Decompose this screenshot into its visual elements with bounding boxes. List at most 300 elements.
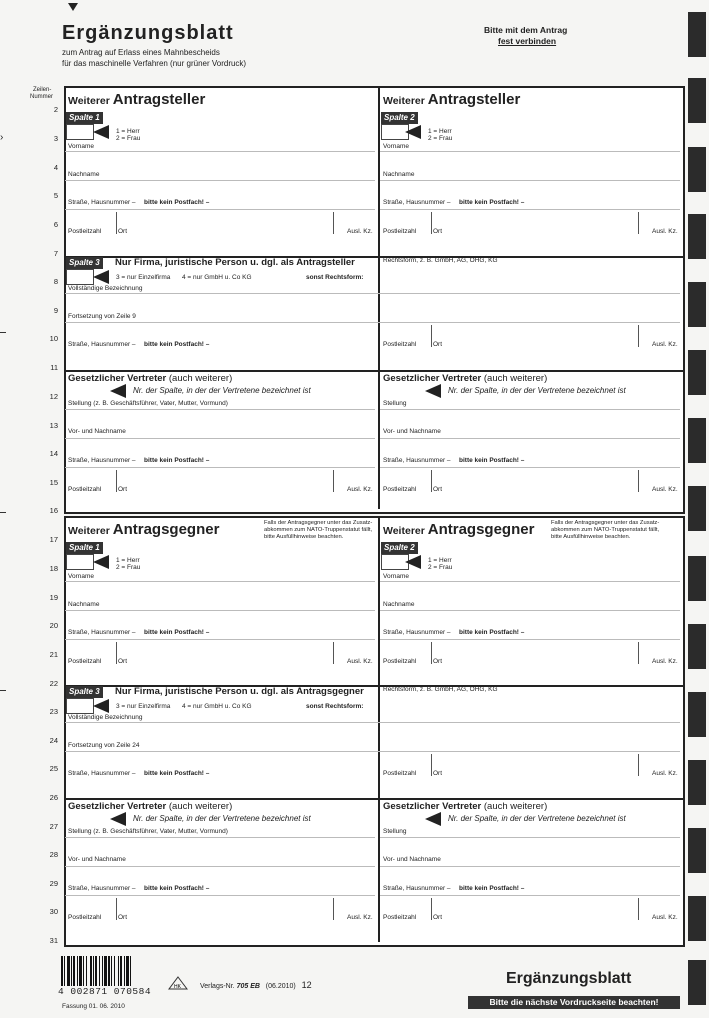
strasse-input[interactable] bbox=[383, 183, 680, 205]
rechtsform-code-input[interactable] bbox=[66, 269, 94, 285]
nachname-label: Nachname bbox=[383, 171, 415, 178]
field-divider bbox=[116, 898, 117, 920]
field-line bbox=[65, 610, 375, 611]
field-divider bbox=[116, 470, 117, 492]
gmbh-label: 4 = nur GmbH u. Co KG bbox=[182, 274, 252, 281]
scanner-mark bbox=[688, 418, 706, 463]
anrede-input[interactable] bbox=[66, 554, 94, 570]
strasse-input[interactable] bbox=[68, 613, 375, 635]
ort-label: Ort bbox=[118, 658, 128, 665]
gv-hint: Nr. der Spalte, in der der Vertretene bezeichnet ist bbox=[133, 386, 311, 395]
herr-label: 1 = Herr bbox=[428, 557, 452, 564]
barcode-bar bbox=[104, 956, 107, 986]
scanner-mark bbox=[688, 760, 706, 805]
field-line bbox=[380, 438, 680, 439]
fold-mark-icon: › bbox=[0, 132, 4, 143]
plz-label: Postleitzahl bbox=[383, 914, 417, 921]
row-number: 31 bbox=[49, 936, 58, 945]
barcode-bar bbox=[99, 956, 100, 986]
vor-nachname-label: Vor- und Nachname bbox=[68, 428, 126, 435]
zeilen-label: Zeilen- bbox=[33, 87, 52, 93]
plz-label: Postleitzahl bbox=[383, 228, 417, 235]
ort-input[interactable] bbox=[433, 210, 636, 232]
plz-label: Postleitzahl bbox=[68, 228, 102, 235]
postfach-label: bitte kein Postfach! – bbox=[144, 770, 210, 777]
barcode-bar bbox=[114, 956, 115, 986]
rechtsform-label: Rechtsform, z. B. GmbH, AG, OHG, KG bbox=[383, 257, 498, 264]
arrow-left-icon bbox=[110, 384, 126, 398]
herr-label: 1 = Herr bbox=[428, 128, 452, 135]
row-number: 24 bbox=[49, 736, 58, 745]
vorname-label: Vorname bbox=[68, 143, 95, 150]
postfach-label: bitte kein Postfach! – bbox=[144, 885, 210, 892]
ausl-kz-input[interactable] bbox=[335, 896, 373, 918]
scanner-mark bbox=[688, 960, 706, 1005]
barcode-bar bbox=[90, 956, 92, 986]
ort-input[interactable] bbox=[118, 896, 331, 918]
firma-fortsetzung-input[interactable] bbox=[68, 726, 678, 748]
gv-title: Gesetzlicher Vertreter bbox=[68, 373, 167, 384]
row-number: 4 bbox=[53, 163, 58, 172]
nachname-input[interactable] bbox=[68, 585, 375, 607]
verlag-date: (06.2010) bbox=[265, 983, 296, 990]
strasse-input[interactable] bbox=[68, 325, 375, 347]
ort-label: Ort bbox=[433, 770, 443, 777]
field-divider bbox=[116, 212, 117, 234]
plz-input[interactable] bbox=[383, 468, 429, 490]
row-number: 30 bbox=[49, 907, 58, 916]
publisher-logo-icon bbox=[168, 976, 188, 990]
fortsetzung-label: Fortsetzung von Zeile 9 bbox=[68, 313, 136, 320]
plz-label: Postleitzahl bbox=[68, 658, 102, 665]
page-title: Ergänzungsblatt bbox=[62, 22, 234, 44]
scanner-mark bbox=[688, 282, 706, 327]
vor-nachname-label: Vor- und Nachname bbox=[383, 428, 441, 435]
row-number: 26 bbox=[49, 793, 58, 802]
field-line bbox=[65, 409, 375, 410]
nato-line-1: Falls der Antragsgegner unter das Zusatz- bbox=[264, 520, 373, 526]
gesetzlicher-vertreter-heading bbox=[68, 373, 232, 384]
nato-line-2: abkommen zum NATO-Truppenstatut fällt, bbox=[264, 527, 373, 533]
row-number: 10 bbox=[49, 334, 58, 343]
einzelfirma-label: 3 = nur Einzelfirma bbox=[116, 703, 171, 710]
fold-line bbox=[0, 332, 6, 333]
plz-input[interactable] bbox=[383, 325, 429, 347]
barcode-bar bbox=[83, 956, 84, 986]
rechtsform-code-input[interactable] bbox=[66, 698, 94, 714]
antragsgegner-text: Antragsgegner bbox=[112, 521, 220, 538]
field-divider bbox=[431, 754, 432, 776]
field-line bbox=[65, 866, 375, 867]
plz-input[interactable] bbox=[383, 754, 429, 776]
ort-label: Ort bbox=[118, 914, 128, 921]
ausl-kz-input[interactable] bbox=[640, 468, 678, 490]
strasse-label: Straße, Hausnummer – bbox=[68, 885, 136, 892]
gesetzlicher-vertreter-heading bbox=[68, 801, 232, 812]
top-marker-icon bbox=[68, 3, 78, 11]
strasse-input[interactable] bbox=[383, 441, 680, 463]
barcode-bar bbox=[73, 956, 75, 986]
barcode bbox=[60, 956, 155, 986]
field-line bbox=[65, 581, 375, 582]
next-page-banner: Bitte die nächste Vordruckseite beachten! bbox=[468, 996, 680, 1009]
verlag-info bbox=[200, 980, 312, 990]
barcode-bar bbox=[95, 956, 97, 986]
nachname-label: Nachname bbox=[68, 601, 100, 608]
postfach-label: bitte kein Postfach! – bbox=[459, 629, 525, 636]
gv-hint: Nr. der Spalte, in der der Vertretene bezeichnet ist bbox=[448, 814, 626, 823]
barcode-bar bbox=[126, 956, 129, 986]
field-divider bbox=[431, 325, 432, 347]
ausl-kz-input[interactable] bbox=[640, 896, 678, 918]
scanner-mark bbox=[688, 78, 706, 123]
scanner-mark bbox=[688, 692, 706, 737]
strasse-input[interactable] bbox=[68, 441, 375, 463]
plz-label: Postleitzahl bbox=[68, 486, 102, 493]
subtitle-line-2: für das maschinelle Verfahren (nur grüner Vordruck) bbox=[62, 59, 247, 68]
row-number: 23 bbox=[49, 707, 58, 716]
plz-input[interactable] bbox=[383, 640, 429, 662]
barcode-bar bbox=[111, 956, 112, 986]
row-number: 27 bbox=[49, 822, 58, 831]
ort-input[interactable] bbox=[118, 468, 331, 490]
strasse-input[interactable] bbox=[68, 754, 375, 776]
postfach-label: bitte kein Postfach! – bbox=[459, 199, 525, 206]
fold-line bbox=[0, 512, 6, 513]
scanner-mark bbox=[688, 556, 706, 601]
strasse-label: Straße, Hausnummer – bbox=[68, 341, 136, 348]
sonst-label: sonst Rechtsform: bbox=[306, 703, 364, 710]
plz-label: Postleitzahl bbox=[383, 658, 417, 665]
ort-label: Ort bbox=[433, 341, 443, 348]
scanner-mark bbox=[688, 214, 706, 259]
barcode-bar bbox=[77, 956, 78, 986]
row-number: 17 bbox=[49, 535, 58, 544]
nachname-input[interactable] bbox=[383, 585, 680, 607]
field-line bbox=[65, 293, 680, 294]
ausl-kz-input[interactable] bbox=[640, 754, 678, 776]
plz-label: Postleitzahl bbox=[383, 341, 417, 348]
row-number: 3 bbox=[53, 134, 58, 143]
frau-label: 2 = Frau bbox=[428, 135, 453, 142]
vorname-label: Vorname bbox=[383, 143, 410, 150]
field-divider bbox=[638, 898, 639, 920]
postfach-label: bitte kein Postfach! – bbox=[144, 341, 210, 348]
scanner-mark bbox=[688, 12, 706, 57]
row-number: 2 bbox=[53, 105, 58, 114]
firma-heading: Nur Firma, juristische Person u. dgl. als Antragsgegner bbox=[115, 686, 364, 697]
strasse-input[interactable] bbox=[68, 869, 375, 891]
strasse-label: Straße, Hausnummer – bbox=[68, 770, 136, 777]
field-divider bbox=[333, 212, 334, 234]
vor-nachname-label: Vor- und Nachname bbox=[383, 856, 441, 863]
ausl-kz-label: Ausl. Kz. bbox=[347, 486, 373, 493]
barcode-number: 4 002871 070584 bbox=[58, 986, 152, 997]
strasse-label: Straße, Hausnummer – bbox=[68, 457, 136, 464]
stellung-label: Stellung bbox=[383, 400, 407, 407]
svg-text:HK: HK bbox=[174, 984, 181, 990]
arrow-left-icon bbox=[425, 384, 441, 398]
ausl-kz-input[interactable] bbox=[640, 210, 678, 232]
ausl-kz-label: Ausl. Kz. bbox=[347, 228, 373, 235]
ort-input[interactable] bbox=[433, 325, 635, 347]
strasse-label: Straße, Hausnummer – bbox=[68, 199, 136, 206]
row-number: 13 bbox=[49, 421, 58, 430]
vertreter-name-input[interactable] bbox=[383, 840, 680, 862]
nummer-label: Nummer bbox=[30, 94, 54, 100]
field-divider bbox=[333, 470, 334, 492]
attach-note-1: Bitte mit dem Antrag bbox=[484, 25, 568, 35]
antragsgegner-heading-right bbox=[383, 521, 534, 538]
arrow-left-icon bbox=[93, 125, 109, 139]
ort-label: Ort bbox=[433, 486, 443, 493]
field-line bbox=[380, 581, 680, 582]
stellung-label: Stellung (z. B. Geschäftsführer, Vater, Mutter, Vormund) bbox=[68, 828, 228, 835]
field-line bbox=[65, 322, 680, 323]
field-line bbox=[65, 837, 375, 838]
barcode-bar bbox=[93, 956, 94, 986]
ort-input[interactable] bbox=[433, 896, 636, 918]
barcode-bar bbox=[118, 956, 119, 986]
row-number: 20 bbox=[49, 621, 58, 630]
postfach-label: bitte kein Postfach! – bbox=[144, 457, 210, 464]
row-number: 16 bbox=[49, 506, 58, 515]
field-line bbox=[65, 722, 680, 723]
vertreter-name-input[interactable] bbox=[383, 412, 680, 434]
sonst-label: sonst Rechtsform: bbox=[306, 274, 364, 281]
row-number: 9 bbox=[53, 306, 58, 315]
ort-input[interactable] bbox=[433, 754, 635, 776]
postfach-label: bitte kein Postfach! – bbox=[459, 885, 525, 892]
attach-note-2: fest verbinden bbox=[498, 36, 557, 46]
vollstaendige-bezeichnung-label: Vollständige Bezeichnung bbox=[68, 285, 143, 292]
postfach-label: bitte kein Postfach! – bbox=[144, 199, 210, 206]
field-divider bbox=[431, 470, 432, 492]
row-number: 29 bbox=[49, 879, 58, 888]
spalte-2-badge: Spalte 2 bbox=[381, 542, 418, 554]
plz-label: Postleitzahl bbox=[68, 914, 102, 921]
weiterer-text: Weiterer bbox=[68, 95, 110, 107]
plz-input[interactable] bbox=[383, 210, 429, 232]
nachname-label: Nachname bbox=[68, 171, 100, 178]
ort-input[interactable] bbox=[118, 210, 331, 232]
ort-input[interactable] bbox=[433, 640, 636, 662]
barcode-bar bbox=[71, 956, 72, 986]
vertreter-name-input[interactable] bbox=[68, 412, 375, 434]
scanner-mark bbox=[688, 624, 706, 669]
field-divider bbox=[116, 642, 117, 664]
strasse-label: Straße, Hausnummer – bbox=[383, 629, 451, 636]
gv-extra: (auch weiterer) bbox=[168, 373, 233, 384]
anrede-input[interactable] bbox=[66, 124, 94, 140]
ort-input[interactable] bbox=[118, 640, 331, 662]
frau-label: 2 = Frau bbox=[116, 135, 141, 142]
plz-input[interactable] bbox=[68, 468, 114, 490]
antragsgegner-heading-left bbox=[68, 521, 219, 538]
scanner-mark bbox=[688, 896, 706, 941]
nachname-input[interactable] bbox=[383, 155, 680, 177]
gv-extra: (auch weiterer) bbox=[168, 801, 233, 812]
row-number: 25 bbox=[49, 764, 58, 773]
gesetzlicher-vertreter-heading bbox=[383, 373, 547, 384]
nato-line-3: bitte Ausfüllhinweise beachten. bbox=[551, 534, 631, 540]
field-divider bbox=[638, 325, 639, 347]
arrow-left-icon bbox=[425, 812, 441, 826]
field-line bbox=[380, 409, 680, 410]
scanner-mark bbox=[688, 486, 706, 531]
row-number: 12 bbox=[49, 392, 58, 401]
spalte-3-badge: Spalte 3 bbox=[66, 686, 103, 698]
weiterer-text: Weiterer bbox=[68, 525, 110, 537]
arrow-left-icon bbox=[93, 270, 109, 284]
vorname-label: Vorname bbox=[383, 573, 410, 580]
row-number: 5 bbox=[53, 191, 58, 200]
vorname-input[interactable] bbox=[68, 563, 375, 581]
plz-label: Postleitzahl bbox=[383, 770, 417, 777]
barcode-bar bbox=[102, 956, 103, 986]
ausl-kz-label: Ausl. Kz. bbox=[347, 658, 373, 665]
arrow-left-icon bbox=[93, 555, 109, 569]
postfach-label: bitte kein Postfach! – bbox=[144, 629, 210, 636]
frau-label: 2 = Frau bbox=[428, 564, 453, 571]
field-divider bbox=[638, 212, 639, 234]
verlag-number: 705 EB bbox=[236, 983, 260, 990]
fortsetzung-label: Fortsetzung von Zeile 24 bbox=[68, 742, 140, 749]
ausl-kz-label: Ausl. Kz. bbox=[652, 341, 678, 348]
ausl-kz-input[interactable] bbox=[640, 325, 678, 347]
vorname-label: Vorname bbox=[68, 573, 95, 580]
field-divider bbox=[333, 642, 334, 664]
verlag-label: Verlags-Nr. bbox=[200, 983, 235, 990]
spalte-2-badge: Spalte 2 bbox=[381, 112, 418, 124]
arrow-left-icon bbox=[93, 699, 109, 713]
section-divider bbox=[64, 798, 683, 800]
strasse-input[interactable] bbox=[383, 613, 680, 635]
strasse-input[interactable] bbox=[383, 869, 680, 891]
einzelfirma-label: 3 = nur Einzelfirma bbox=[116, 274, 171, 281]
ausl-kz-input[interactable] bbox=[335, 640, 373, 662]
herr-label: 1 = Herr bbox=[116, 557, 140, 564]
strasse-label: Straße, Hausnummer – bbox=[383, 457, 451, 464]
ausl-kz-label: Ausl. Kz. bbox=[652, 486, 678, 493]
ausl-kz-label: Ausl. Kz. bbox=[652, 770, 678, 777]
nato-note-left bbox=[264, 520, 372, 541]
page-number: 12 bbox=[301, 980, 312, 990]
gmbh-label: 4 = nur GmbH u. Co KG bbox=[182, 703, 252, 710]
nato-line-2: abkommen zum NATO-Truppenstatut fällt, bbox=[551, 527, 660, 533]
herr-label: 1 = Herr bbox=[116, 128, 140, 135]
nachname-input[interactable] bbox=[68, 155, 375, 177]
field-divider bbox=[431, 212, 432, 234]
row-number: 21 bbox=[49, 650, 58, 659]
field-line bbox=[380, 151, 680, 152]
gesetzlicher-vertreter-heading bbox=[383, 801, 547, 812]
firma-fortsetzung-input[interactable] bbox=[68, 297, 678, 319]
ausl-kz-label: Ausl. Kz. bbox=[652, 914, 678, 921]
barcode-bar bbox=[64, 956, 65, 986]
barcode-bar bbox=[67, 956, 70, 986]
row-number: 7 bbox=[53, 249, 58, 258]
vollstaendige-bezeichnung-label: Vollständige Bezeichnung bbox=[68, 714, 143, 721]
ausl-kz-input[interactable] bbox=[335, 468, 373, 490]
ort-label: Ort bbox=[433, 228, 443, 235]
field-divider bbox=[431, 898, 432, 920]
plz-input[interactable] bbox=[383, 896, 429, 918]
subtitle-line-1: zum Antrag auf Erlass eines Mahnbescheids bbox=[62, 48, 220, 57]
fassung-label: Fassung 01. 06. 2010 bbox=[62, 1003, 125, 1010]
row-number: 11 bbox=[50, 363, 58, 372]
field-line bbox=[65, 180, 375, 181]
spalte-1-badge: Spalte 1 bbox=[66, 542, 103, 554]
scanner-mark bbox=[688, 147, 706, 192]
field-line bbox=[65, 751, 680, 752]
fold-line bbox=[0, 690, 6, 691]
field-divider bbox=[638, 754, 639, 776]
strasse-input[interactable] bbox=[68, 183, 375, 205]
plz-input[interactable] bbox=[68, 640, 114, 662]
ort-input[interactable] bbox=[433, 468, 636, 490]
strasse-label: Straße, Hausnummer – bbox=[68, 629, 136, 636]
barcode-bar bbox=[120, 956, 122, 986]
scanner-mark bbox=[688, 350, 706, 395]
stellung-label: Stellung (z. B. Geschäftsführer, Vater, Mutter, Vormund) bbox=[68, 400, 228, 407]
row-number: 19 bbox=[49, 593, 58, 602]
nato-line-1: Falls der Antragsgegner unter das Zusatz- bbox=[551, 520, 660, 526]
arrow-left-icon bbox=[405, 125, 421, 139]
ort-label: Ort bbox=[433, 914, 443, 921]
ausl-kz-label: Ausl. Kz. bbox=[652, 658, 678, 665]
vorname-input[interactable] bbox=[68, 133, 375, 151]
strasse-label: Straße, Hausnummer – bbox=[383, 199, 451, 206]
row-number: 18 bbox=[49, 564, 58, 573]
barcode-graphic bbox=[60, 956, 155, 986]
section-divider bbox=[64, 370, 683, 372]
nato-note-right bbox=[551, 520, 659, 541]
ausl-kz-label: Ausl. Kz. bbox=[347, 914, 373, 921]
rechtsform-label: Rechtsform, z. B. GmbH, AG, OHG, KG bbox=[383, 686, 498, 693]
nachname-label: Nachname bbox=[383, 601, 415, 608]
postfach-label: bitte kein Postfach! – bbox=[459, 457, 525, 464]
gv-title: Gesetzlicher Vertreter bbox=[383, 801, 482, 812]
arrow-left-icon bbox=[405, 555, 421, 569]
gv-extra: (auch weiterer) bbox=[483, 801, 548, 812]
row-number: 14 bbox=[49, 449, 58, 458]
field-line bbox=[380, 180, 680, 181]
nato-line-3: bitte Ausfüllhinweise beachten. bbox=[264, 534, 344, 540]
vertreter-name-input[interactable] bbox=[68, 840, 375, 862]
row-number: 28 bbox=[49, 850, 58, 859]
footer-title: Ergänzungsblatt bbox=[506, 970, 632, 987]
field-divider bbox=[333, 898, 334, 920]
stellung-label: Stellung bbox=[383, 828, 407, 835]
vor-nachname-label: Vor- und Nachname bbox=[68, 856, 126, 863]
ausl-kz-label: Ausl. Kz. bbox=[652, 228, 678, 235]
plz-input[interactable] bbox=[68, 210, 114, 232]
field-line bbox=[65, 151, 375, 152]
spalte-3-badge: Spalte 3 bbox=[66, 257, 103, 269]
field-line bbox=[380, 837, 680, 838]
plz-input[interactable] bbox=[68, 896, 114, 918]
antragsgegner-text: Antragsgegner bbox=[427, 521, 535, 538]
spalte-1-badge: Spalte 1 bbox=[66, 112, 103, 124]
ausl-kz-input[interactable] bbox=[640, 640, 678, 662]
arrow-left-icon bbox=[110, 812, 126, 826]
weiterer-text: Weiterer bbox=[383, 95, 425, 107]
ausl-kz-input[interactable] bbox=[335, 210, 373, 232]
frau-label: 2 = Frau bbox=[116, 564, 141, 571]
row-number: 15 bbox=[49, 478, 58, 487]
row-number: 8 bbox=[53, 277, 58, 286]
